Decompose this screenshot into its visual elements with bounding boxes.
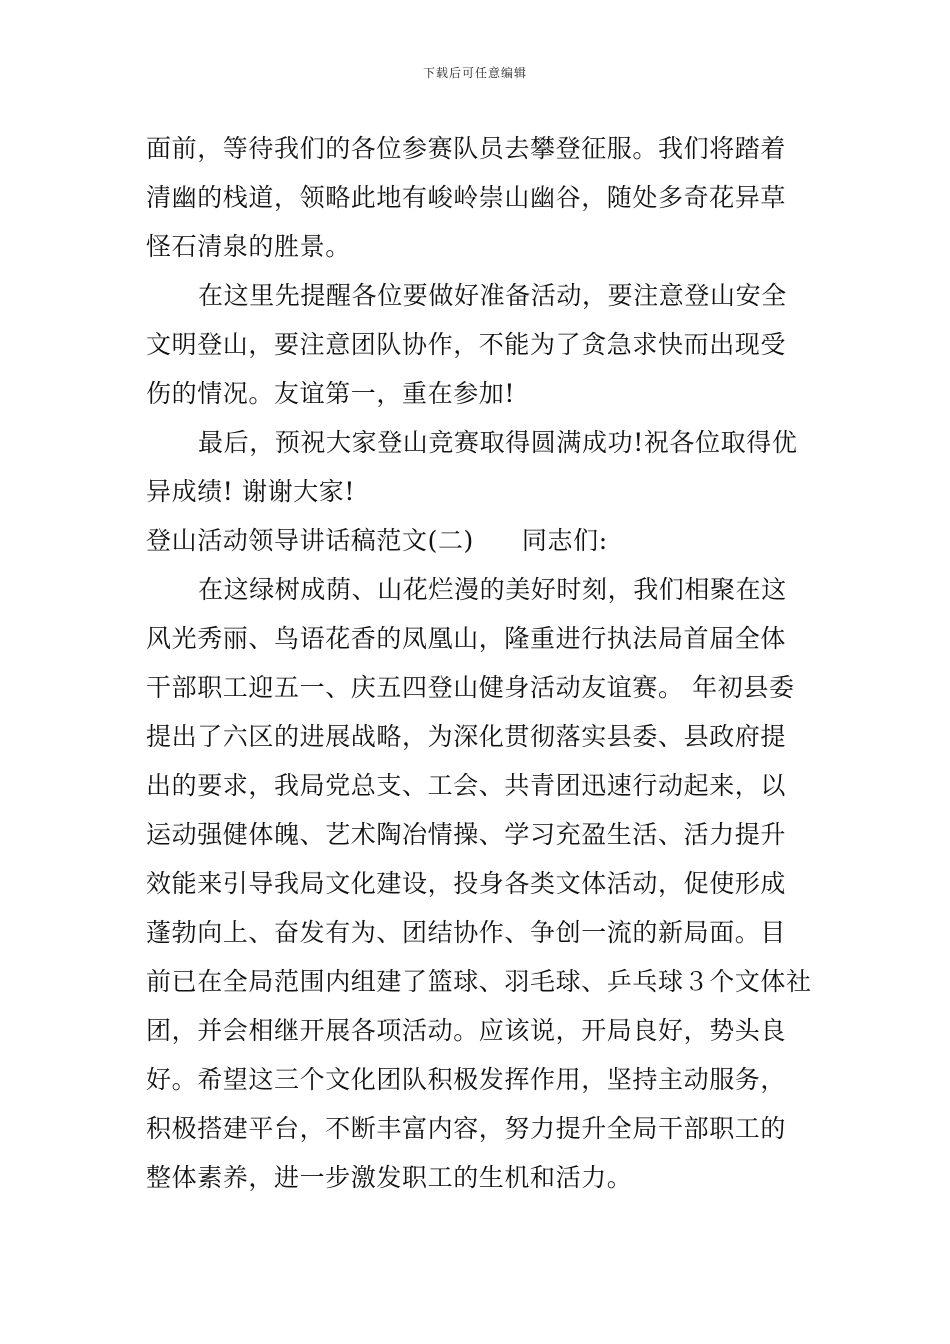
text-line: 团，并会相继开展各项活动。应该说，开局良好，势头良 [146, 1016, 787, 1045]
text-line: 清幽的栈道，领略此地有峻岭崇山幽谷，随处多奇花异草 [146, 183, 787, 212]
greeting: 同志们: [521, 526, 608, 555]
text-line: 好。希望这三个文化团队积极发挥作用，坚持主动服务， [146, 1065, 787, 1094]
paragraph-3 [146, 418, 806, 516]
text-line: 提出了六区的进展战略，为深化贯彻落实县委、县政府提 [146, 722, 787, 751]
text-line: 最后，预祝大家登山竞赛取得圆满成功!祝各位取得优 [198, 428, 798, 457]
text-line: 风光秀丽、鸟语花香的凤凰山，隆重进行执法局首届全体 [146, 624, 787, 653]
text-line: 伤的情况。友谊第一，重在参加! [146, 379, 516, 408]
text-line: 怪石清泉的胜景。 [146, 232, 351, 261]
text-line: 在这里先提醒各位要做好准备活动，要注意登山安全 [198, 281, 787, 310]
paragraph-2 [146, 271, 806, 418]
text-line: 干部职工迎五一、庆五四登山健身活动友谊赛。 年初县委 [146, 673, 795, 702]
text-line: 文明登山，要注意团队协作，不能为了贪急求快而出现受 [146, 330, 787, 359]
paragraph-1 [146, 124, 806, 271]
text-line: 出的要求，我局党总支、工会、共青团迅速行动起来，以 [146, 771, 787, 800]
section-title-line [146, 516, 806, 565]
text-line: 整体素养，进一步激发职工的生机和活力。 [146, 1163, 633, 1192]
document-body [146, 124, 812, 1202]
section-heading: 登山活动领导讲话稿范文(二) [146, 526, 474, 555]
text-line: 前已在全局范围内组建了篮球、羽毛球、乒乓球３个文体社 [146, 967, 812, 996]
text-line: 在这绿树成荫、山花烂漫的美好时刻，我们相聚在这 [198, 575, 787, 604]
paragraph-4 [146, 565, 812, 1202]
text-line: 运动强健体魄、艺术陶冶情操、学习充盈生活、活力提升 [146, 820, 787, 849]
text-line: 蓬勃向上、奋发有为、团结协作、争创一流的新局面。目 [146, 918, 787, 947]
text-line: 效能来引导我局文化建设，投身各类文体活动，促使形成 [146, 869, 787, 898]
text-line: 积极搭建平台，不断丰富内容，努力提升全局干部职工的 [146, 1114, 787, 1143]
page-header: 下载后可任意编辑 [422, 66, 527, 80]
text-line: 异成绩! 谢谢大家! [146, 477, 356, 506]
text-line: 面前，等待我们的各位参赛队员去攀登征服。我们将踏着 [146, 134, 787, 163]
